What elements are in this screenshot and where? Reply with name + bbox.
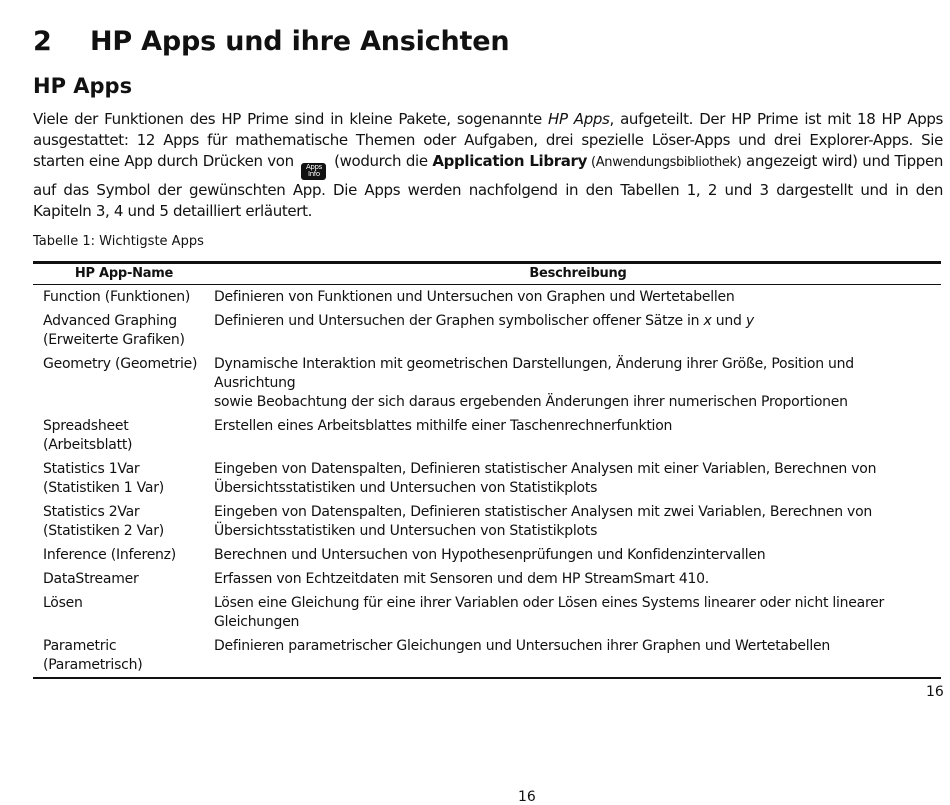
description-line: Berechnen und Untersuchen von Hypothesenprüfungen und Konfidenzintervallen (214, 547, 766, 563)
app-name-line: Parametric (43, 638, 117, 654)
app-name-line: DataStreamer (43, 571, 139, 587)
intro-small: (Anwendungsbibliothek) (587, 155, 742, 170)
description-line: Lösen eine Gleichung für eine ihrer Variablen oder Lösen eines Systems linearer oder nicht linearer (214, 595, 885, 611)
intro-paragraph (33, 109, 943, 222)
app-name-cell (33, 460, 214, 498)
description-line: sowie Beobachtung der sich daraus ergebenden Änderungen ihrer numerischen Proportionen (214, 394, 848, 410)
description-cell (214, 460, 941, 498)
app-name-line: Statistics 1Var (43, 461, 140, 477)
description-line: Eingeben von Datenspalten, Definieren statistischer Analysen mit zwei Variablen, Berechnen von (214, 504, 873, 520)
app-name-line: Geometry (Geometrie) (43, 356, 198, 372)
app-name-cell (33, 637, 214, 675)
description-line: Erstellen eines Arbeitsblattes mithilfe einer Taschenrechnerfunktion (214, 418, 673, 434)
chapter-heading (33, 26, 509, 57)
app-name-cell (33, 594, 214, 632)
description-line: Übersichtsstatistiken und Untersuchen von Statistikplots (214, 523, 598, 539)
app-name-line: Function (Funktionen) (43, 289, 191, 305)
table-row (33, 591, 941, 634)
app-name-line: Inference (Inferenz) (43, 547, 176, 563)
apps-key-bottom: Info (308, 170, 320, 178)
app-name-cell (33, 288, 214, 307)
table-row (33, 309, 941, 352)
app-name-cell (33, 312, 214, 350)
header-app-name: HP App-Name (74, 266, 174, 281)
intro-bold: Application Library (432, 152, 588, 170)
description-line: Übersichtsstatistiken und Untersuchen von Statistikplots (214, 480, 598, 496)
apps-key-icon (301, 163, 326, 180)
table-row (33, 414, 941, 457)
app-name-line: (Arbeitsblatt) (43, 437, 133, 453)
description-line: Definieren parametrischer Gleichungen und Untersuchen ihrer Graphen und Wertetabellen (214, 638, 831, 654)
app-name-cell (33, 546, 214, 565)
description-cell (214, 546, 941, 565)
app-name-cell (33, 570, 214, 589)
app-name-cell (33, 355, 214, 412)
description-cell (214, 637, 941, 675)
description-cell (214, 312, 941, 350)
description-line: Definieren von Funktionen und Untersuchen von Graphen und Wertetabellen (214, 289, 735, 305)
table-body (33, 285, 941, 677)
apps-table (33, 261, 941, 679)
table-row (33, 457, 941, 500)
intro-text-1: Viele der Funktionen des HP Prime sind in kleine Pakete, sogenannte (33, 110, 549, 128)
description-cell (214, 355, 941, 412)
app-name-cell (33, 503, 214, 541)
intro-text-2: , aufgeteilt. Der HP Prime ist mit 18 HP Apps ausgestattet: 12 Apps für mathematische Themen oder Aufgaben, drei spezielle Löser-Apps und drei Explorer-Apps. Sie starten eine App durch Drücken von (33, 110, 944, 170)
table-row (33, 543, 941, 567)
table-caption: Tabelle 1: Wichtigste Apps (33, 234, 204, 249)
app-name-line: Spreadsheet (43, 418, 129, 434)
intro-text-3: (wodurch die (329, 152, 433, 170)
app-name-line: (Statistiken 1 Var) (43, 480, 164, 496)
description-line: Dynamische Interaktion mit geometrischen Darstellungen, Änderung ihrer Größe, Position und Ausrichtung (214, 356, 854, 391)
description-cell (214, 288, 941, 307)
app-name-line: Lösen (43, 595, 83, 611)
description-cell (214, 417, 941, 455)
description-line: Eingeben von Datenspalten, Definieren statistischer Analysen mit einer Variablen, Berechnen von (214, 461, 877, 477)
apps-key-top: Apps (305, 163, 322, 171)
table-row (33, 567, 941, 591)
header-description: Beschreibung (529, 266, 627, 281)
app-name-cell (33, 417, 214, 455)
description-cell (214, 503, 941, 541)
page-number-right: 16 (926, 684, 944, 700)
table-row (33, 352, 941, 414)
table-row (33, 634, 941, 677)
description-cell (214, 570, 941, 589)
intro-italic: HP Apps (548, 110, 610, 128)
app-name-line: Statistics 2Var (43, 504, 140, 520)
app-name-line: (Parametrisch) (43, 657, 143, 673)
app-name-line: (Statistiken 2 Var) (43, 523, 164, 539)
intro-text-4: angezeigt wird) und Tippen auf das Symbol der gewünschten App. Die Apps werden nachfolgend in den Tabellen 1, 2 und 3 dargestellt und in den Kapiteln 3, 4 und 5 detailliert erläutert. (33, 152, 943, 220)
app-name-line: Advanced Graphing (43, 313, 177, 329)
table-row (33, 285, 941, 309)
chapter-number: 2 (33, 26, 52, 57)
section-title: HP Apps (33, 74, 133, 98)
description-line: Erfassen von Echtzeitdaten mit Sensoren und dem HP StreamSmart 410. (214, 571, 709, 587)
table-header (33, 264, 941, 285)
description-line: Gleichungen (214, 614, 300, 630)
table-row (33, 500, 941, 543)
page-number-bottom: 16 (518, 789, 536, 805)
description-line: Definieren und Untersuchen der Graphen symbolischer offener Sätze in x und y (214, 313, 754, 329)
description-cell (214, 594, 941, 632)
app-name-line: (Erweiterte Grafiken) (43, 332, 185, 348)
chapter-title: HP Apps und ihre Ansichten (90, 26, 510, 57)
